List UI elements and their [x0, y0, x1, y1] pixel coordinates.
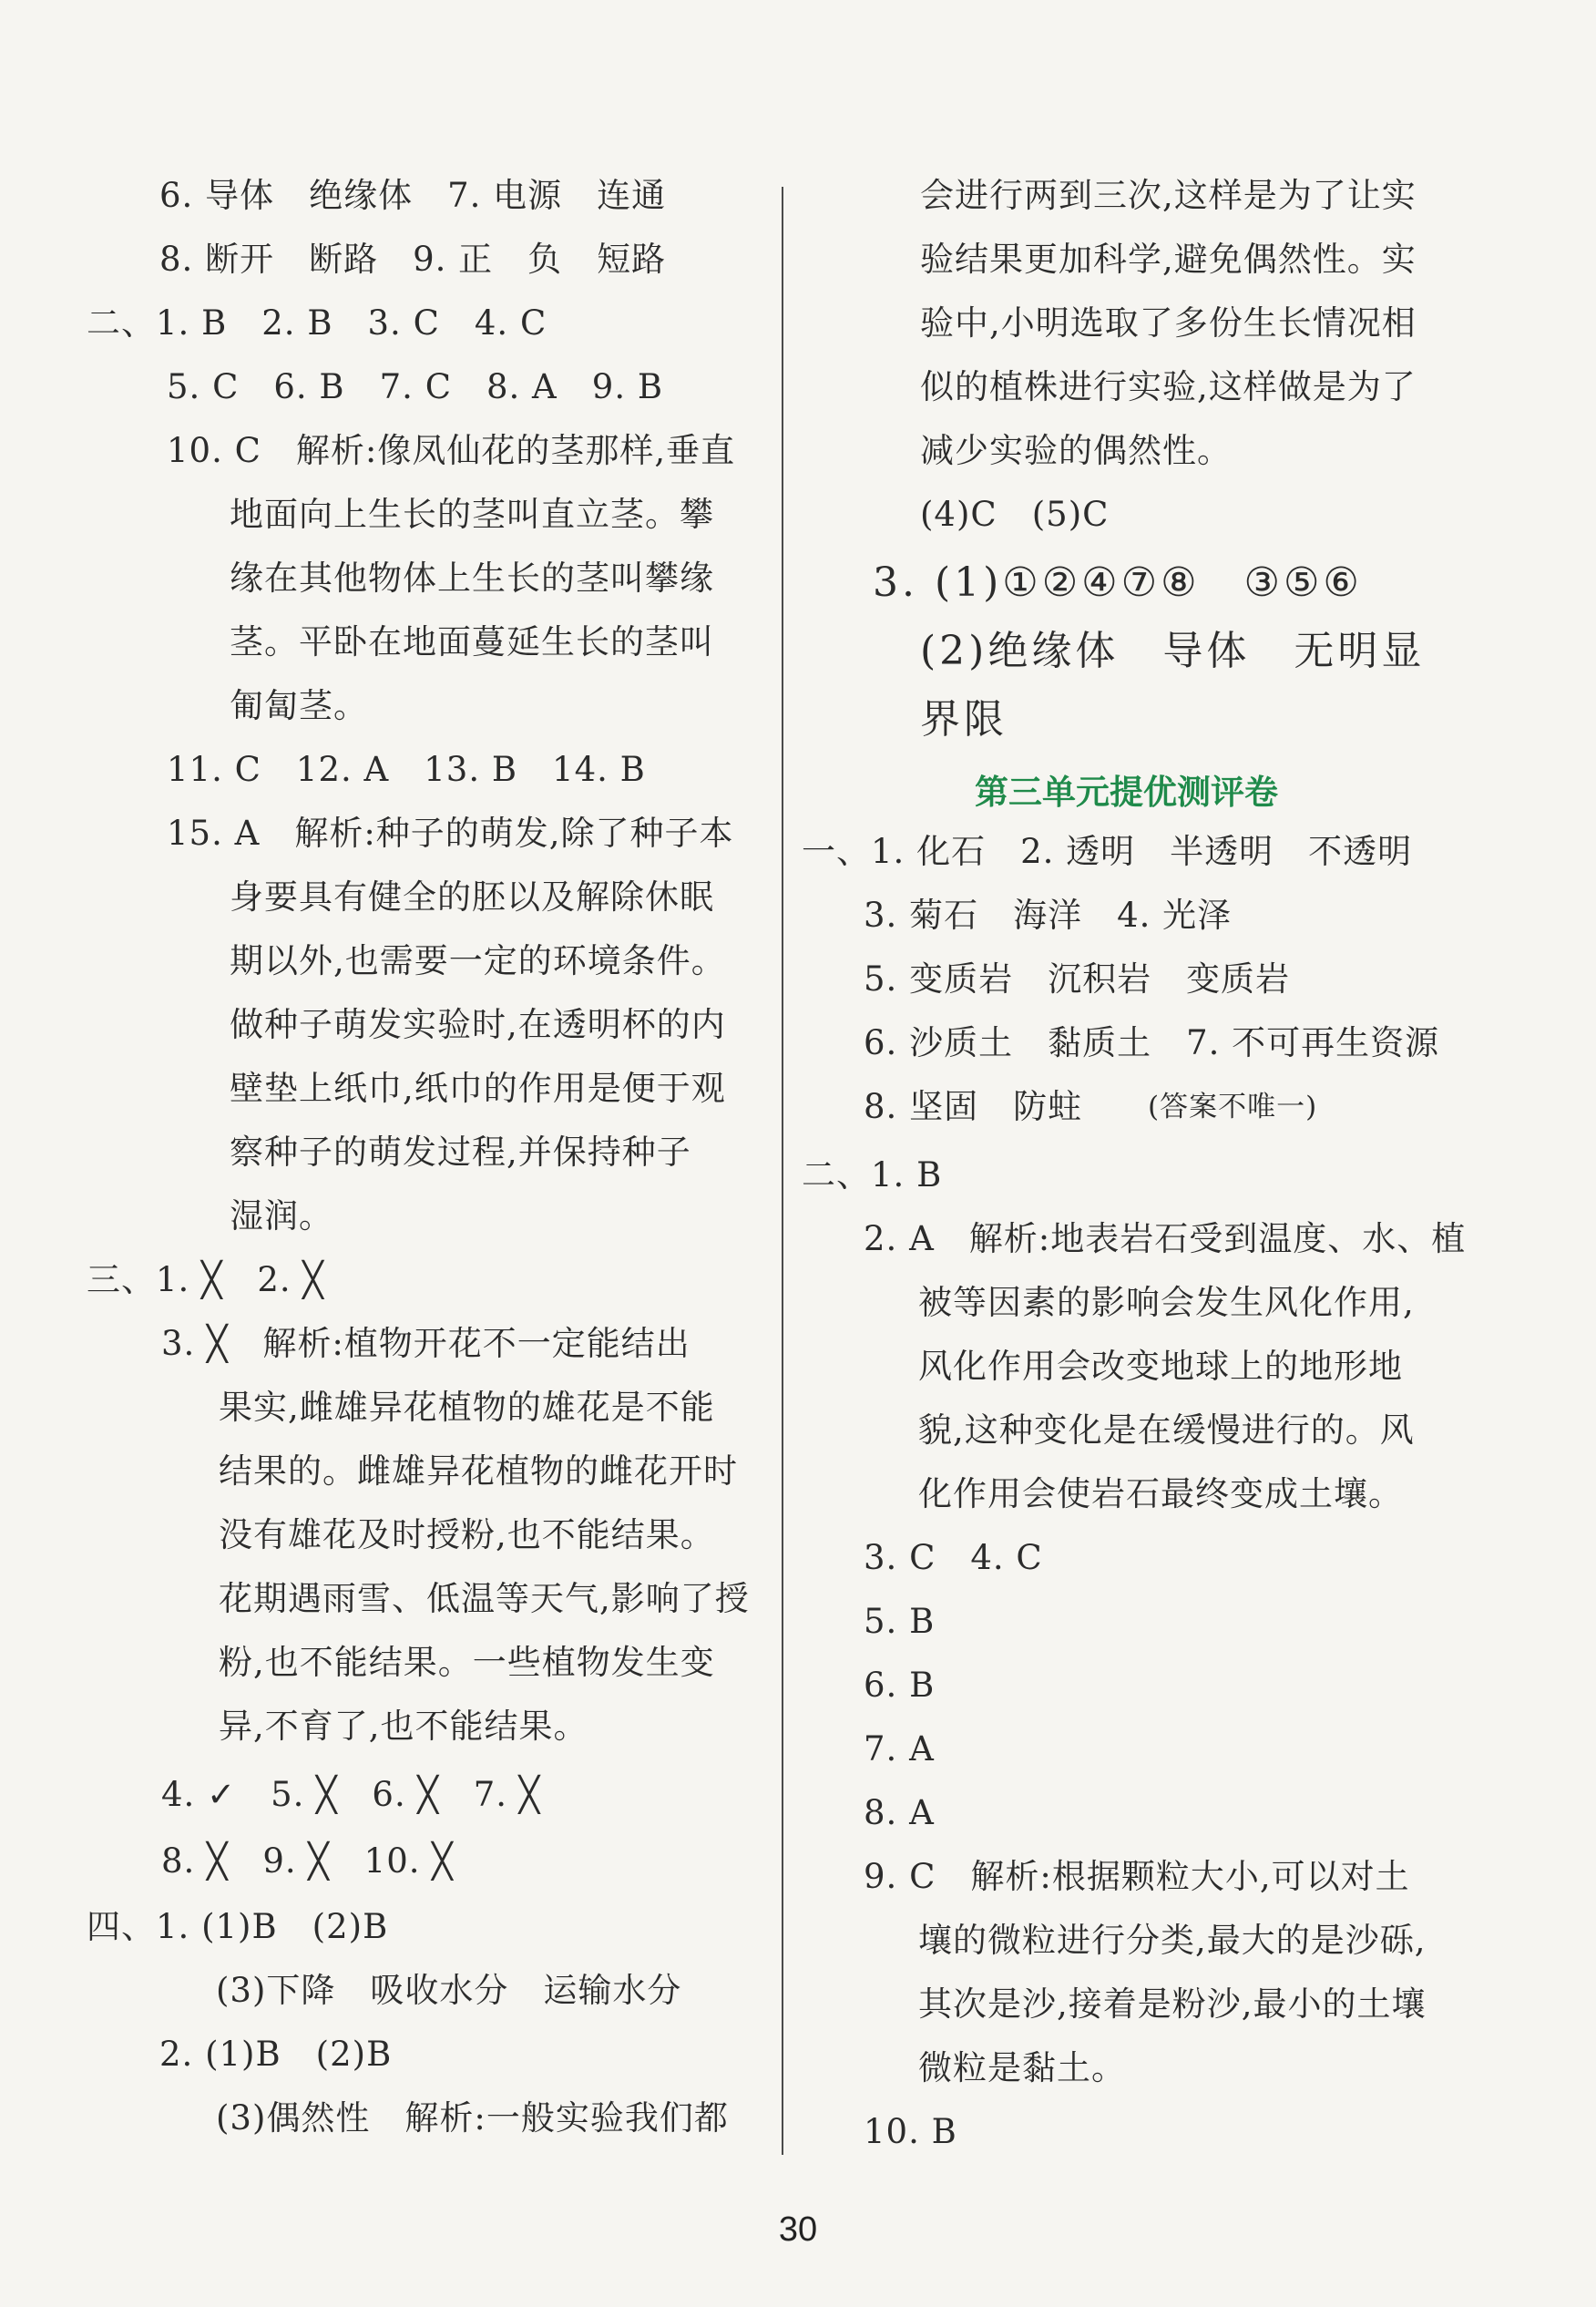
answer-line: 3. ╳ 解析:植物开花不一定能结出	[161, 1324, 691, 1363]
explanation-line: 地面向上生长的茎叫直立茎。攀	[230, 495, 714, 534]
answer-line: 11. C 12. A 13. B 14. B	[167, 750, 646, 789]
answer-line: 6. B	[864, 1666, 936, 1705]
explanation-line: 果实,雌雄异花植物的雄花是不能	[219, 1388, 715, 1427]
answer-note: (答案不唯一)	[1148, 1091, 1318, 1123]
explanation-line: 结果的。雌雄异花植物的雌花开时	[219, 1451, 738, 1491]
answer-line: 15. A 解析:种子的萌发,除了种子本	[167, 814, 734, 853]
section-line: 二、1. B 2. B 3. C 4. C	[87, 303, 547, 343]
answer-line: 10. B	[864, 2112, 957, 2151]
answer-line: 8. A	[864, 1793, 935, 1832]
section-line: 二、1. B	[802, 1155, 943, 1195]
column-divider	[782, 187, 783, 2155]
answer-line: (4)C (5)C	[920, 495, 1110, 534]
explanation-line: 茎。平卧在地面蔓延生长的茎叫	[230, 622, 714, 661]
section-line: 一、1. 化石 2. 透明 半透明 不透明	[802, 832, 1413, 871]
explanation-line: 异,不育了,也不能结果。	[219, 1707, 588, 1746]
explanation-line: 微粒是黏土。	[918, 2048, 1126, 2087]
explanation-line: 化作用会使岩石最终变成土壤。	[918, 1474, 1403, 1513]
explanation-line: 似的植株进行实验,这样做是为了	[920, 367, 1417, 406]
explanation-line: 壁垫上纸巾,纸巾的作用是便于观	[230, 1069, 726, 1108]
explanation-line: 花期遇雨雪、低温等天气,影响了授	[219, 1579, 750, 1618]
answer-line: 3. 菊石 海洋 4. 光泽	[864, 896, 1233, 935]
answer-line: 3. C 4. C	[864, 1538, 1043, 1577]
explanation-line: 会进行两到三次,这样是为了让实	[920, 176, 1417, 215]
explanation-line: 期以外,也需要一定的环境条件。	[230, 941, 726, 980]
explanation-line: 壤的微粒进行分类,最大的是沙砾,	[918, 1921, 1427, 1960]
explanation-line: 风化作用会改变地球上的地形地	[918, 1347, 1403, 1386]
explanation-line: 没有雄花及时授粉,也不能结果。	[219, 1515, 715, 1554]
explanation-line: 被等因素的影响会发生风化作用,	[918, 1283, 1415, 1322]
explanation-line: 其次是沙,接着是粉沙,最小的土壤	[918, 1984, 1427, 2024]
page-number: 30	[778, 2210, 818, 2249]
answer-line: 10. C 解析:像凤仙花的茎那样,垂直	[167, 431, 736, 470]
answer-line: 7. A	[864, 1729, 935, 1769]
answer-line: 3. (1)①②④⑦⑧ ③⑤⑥	[873, 559, 1363, 606]
explanation-line: 貌,这种变化是在缓慢进行的。风	[918, 1410, 1415, 1450]
answer-line: 5. 变质岩 沉积岩 变质岩	[864, 959, 1291, 999]
answer-line: 5. B	[864, 1602, 936, 1641]
answer-line: (3)下降 吸收水分 运输水分	[216, 1971, 682, 2010]
explanation-line: 缘在其他物体上生长的茎叫攀缘	[230, 559, 714, 598]
answer-line: 6. 沙质土 黏质土 7. 不可再生资源	[864, 1023, 1440, 1062]
answer-line: 2. A 解析:地表岩石受到温度、水、植	[864, 1219, 1467, 1258]
explanation-line: 身要具有健全的胚以及解除休眠	[230, 877, 714, 917]
answer-line: 界限	[920, 696, 1008, 743]
explanation-line: 做种子萌发实验时,在透明杯的内	[230, 1005, 726, 1044]
answer-line: 4. ✓ 5. ╳ 6. ╳ 7. ╳	[161, 1775, 541, 1814]
explanation-line: 粉,也不能结果。一些植物发生变	[219, 1643, 715, 1682]
explanation-line: (3)偶然性 解析:一般实验我们都	[216, 2098, 729, 2138]
explanation-line: 察种子的萌发过程,并保持种子	[230, 1133, 691, 1172]
section-line: 四、1. (1)B (2)B	[87, 1907, 389, 1946]
answer-line: 9. C 解析:根据颗粒大小,可以对土	[864, 1857, 1410, 1896]
explanation-line: 匍匐茎。	[230, 686, 368, 725]
explanation-line: 湿润。	[230, 1196, 333, 1236]
section-title: 第三单元提优测评卷	[975, 773, 1278, 812]
explanation-line: 减少实验的偶然性。	[920, 431, 1232, 470]
answer-line: 6. 导体 绝缘体 7. 电源 连通	[159, 176, 667, 215]
explanation-line: 验结果更加科学,避免偶然性。实	[920, 240, 1417, 279]
answer-line: 5. C 6. B 7. C 8. A 9. B	[167, 367, 664, 406]
section-line: 三、1. ╳ 2. ╳	[87, 1260, 324, 1299]
answer-line: 8. 坚固 防蛀	[864, 1087, 1083, 1126]
answer-line: (2)绝缘体 导体 无明显	[920, 628, 1426, 674]
answer-line: 8. 断开 断路 9. 正 负 短路	[159, 240, 667, 279]
answer-line: 8. ╳ 9. ╳ 10. ╳	[161, 1841, 454, 1881]
answer-line: 2. (1)B (2)B	[159, 2035, 393, 2074]
explanation-line: 验中,小明选取了多份生长情况相	[920, 303, 1417, 343]
